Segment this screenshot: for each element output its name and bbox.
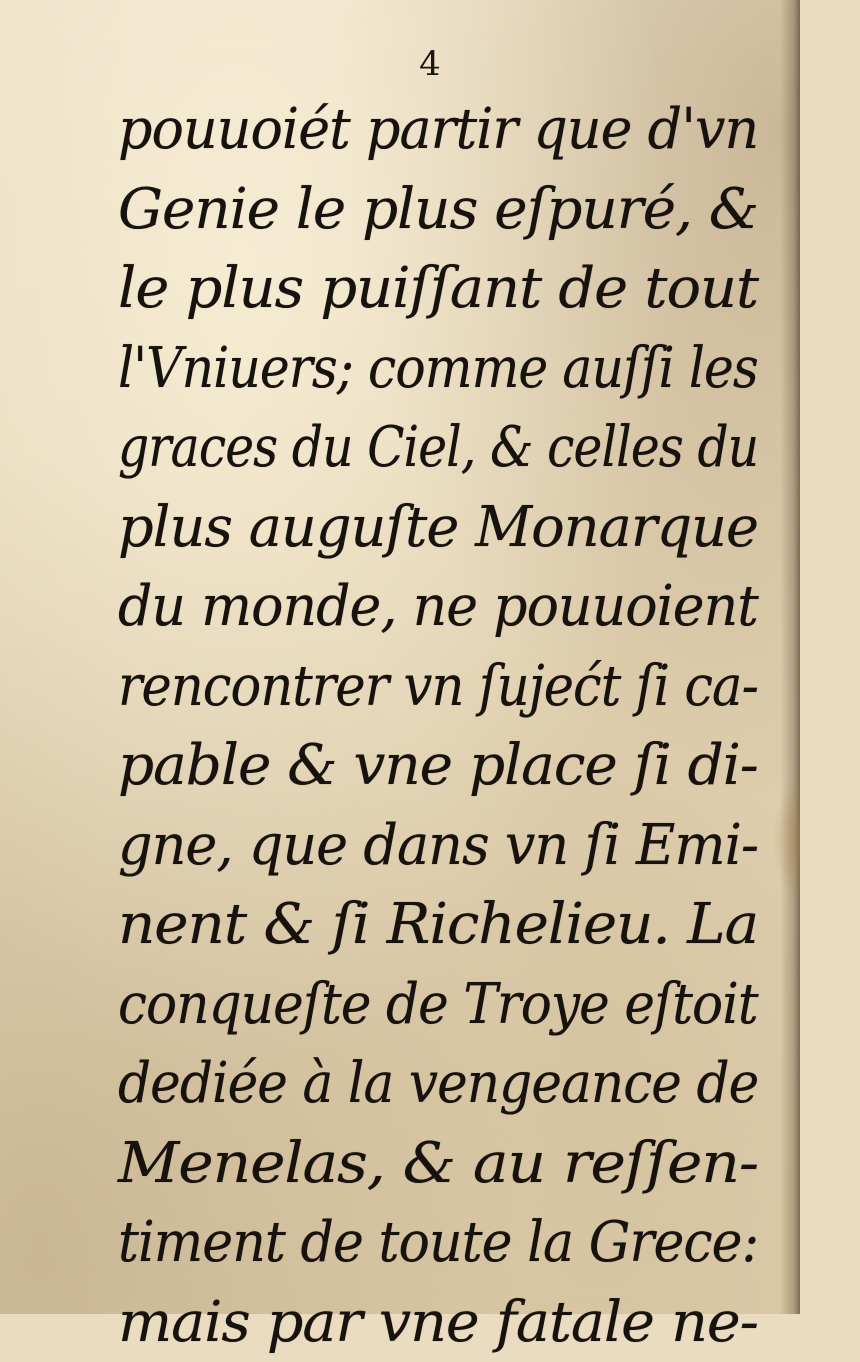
text-line: l'Vniuers; comme auſſi les (118, 329, 758, 409)
text-line: du monde, ne pouuoient (118, 567, 758, 647)
text-line: dediée à la vengeance de (118, 1044, 758, 1124)
text-line: gne, que dans vn ſi Emi- (118, 806, 758, 886)
text-line: le plus puiſſant de tout (118, 249, 758, 329)
text-line: plus auguſte Monarque (118, 488, 758, 568)
text-line: timent de toute la Grece: (118, 1203, 758, 1283)
text-line: Menelas, & au reſſen- (118, 1124, 758, 1204)
page-number: 4 (0, 44, 860, 84)
text-line: conqueſte de Troye eſtoit (118, 965, 758, 1045)
text-line: graces du Ciel, & celles du (118, 408, 758, 488)
text-line: rencontrer vn ſujećt ſi ca- (118, 647, 758, 727)
page-text (118, 90, 758, 1362)
text-line: mais par vne fatale ne- (118, 1283, 758, 1362)
text-line: pouuoiét partir que d'vn (118, 90, 758, 170)
text-line: pable & vne place ſi di- (118, 726, 758, 806)
text-line: nent & ſi Richelieu. La (118, 885, 758, 965)
text-line: Genie le plus eſpuré, & (118, 170, 758, 250)
